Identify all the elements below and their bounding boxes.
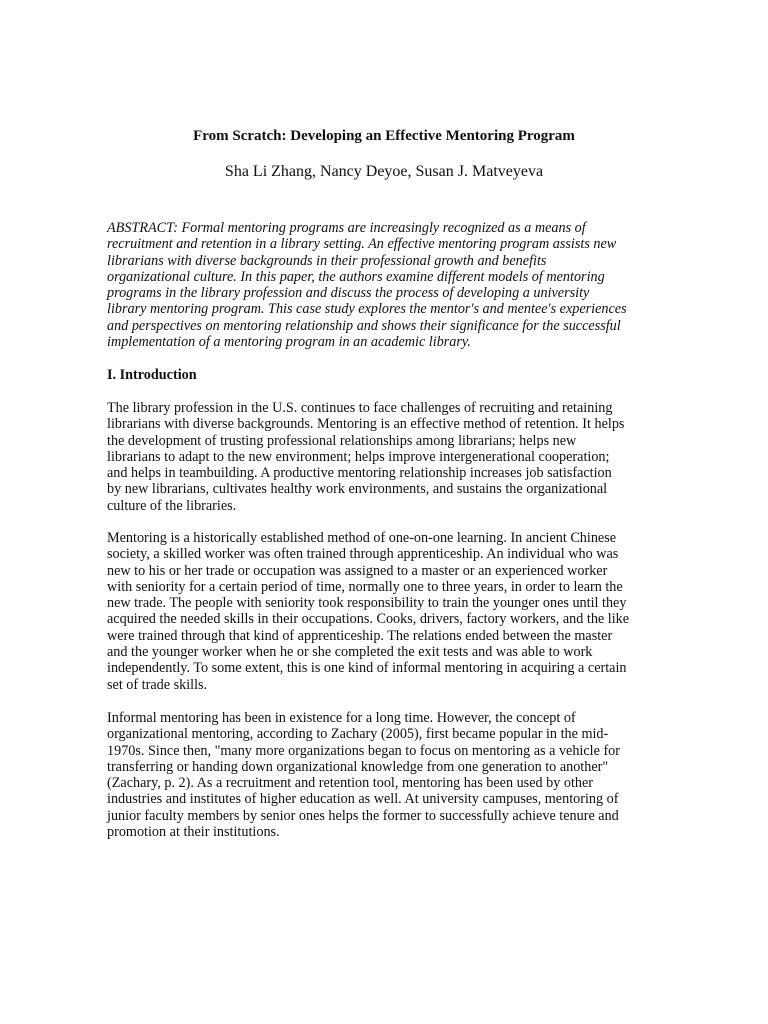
paragraph-line: librarians to adapt to the new environment; helps improve intergenerational cooperation; — [107, 448, 610, 465]
body-paragraph — [107, 530, 667, 693]
paragraph-line: 1970s. Since then, "many more organizations began to focus on mentoring as a vehicle for — [107, 742, 620, 759]
paragraph-line: new trade. The people with seniority took responsibility to train the younger ones until they — [107, 595, 627, 612]
paragraph-line: by new librarians, cultivates healthy work environments, and sustains the organizational — [107, 481, 608, 498]
paragraph-line: Mentoring is a historically established method of one-on-one learning. In ancient Chinese — [107, 530, 617, 546]
abstract-line: implementation of a mentoring program in an academic library. — [107, 334, 471, 351]
abstract-line: programs in the library profession and discuss the process of developing a university — [107, 285, 590, 302]
paragraph-line: Informal mentoring has been in existence for a long time. However, the concept of — [107, 710, 576, 726]
paragraph-line: industries and institutes of higher education as well. At university campuses, mentoring of — [107, 791, 619, 808]
body-paragraph — [107, 400, 667, 514]
paragraph-line: the development of trusting professional relationships among librarians; helps new — [107, 432, 577, 449]
abstract-line: recruitment and retention in a library setting. An effective mentoring program assists new — [107, 236, 617, 253]
paragraph-line: were trained through that kind of apprenticeship. The relations ended between the master — [107, 627, 613, 644]
paper-title: From Scratch: Developing an Effective Mentoring Program — [193, 128, 575, 144]
paragraph-line: acquired the needed skills in their occupations. Cooks, drivers, factory workers, and the like — [107, 611, 630, 628]
section-heading-introduction: I. Introduction — [107, 367, 197, 383]
paragraph-line: (Zachary, p. 2). As a recruitment and retention tool, mentoring has been used by other — [107, 775, 594, 792]
paragraph-line: with seniority for a certain period of time, normally one to three years, in order to learn the — [107, 578, 623, 595]
abstract-line: and perspectives on mentoring relationship and shows their significance for the successful — [107, 317, 621, 334]
paragraph-line: set of trade skills. — [107, 676, 208, 693]
abstract-line: organizational culture. In this paper, the authors examine different models of mentoring — [107, 268, 605, 285]
body-paragraph — [107, 710, 667, 840]
paragraph-line: and the younger worker when he or she completed the exit tests and was able to work — [107, 644, 593, 661]
abstract-paragraph — [107, 220, 667, 350]
paragraph-line: The library profession in the U.S. continues to face challenges of recruiting and retaining — [107, 400, 613, 416]
paragraph-line: independently. To some extent, this is one kind of informal mentoring in acquiring a certain — [107, 660, 627, 677]
paragraph-line: society, a skilled worker was often trained through apprenticeship. An individual who was — [107, 546, 619, 563]
abstract-line: library mentoring program. This case study explores the mentor's and mentee's experiences — [107, 301, 627, 318]
paragraph-line: transferring or handing down organizational knowledge from one generation to another" — [107, 758, 609, 775]
abstract-line: ABSTRACT: Formal mentoring programs are increasingly recognized as a means of — [107, 220, 586, 236]
paragraph-line: librarians with diverse backgrounds. Mentoring is an effective method of retention. It helps — [107, 416, 625, 433]
paragraph-line: junior faculty members by senior ones helps the former to successfully achieve tenure and — [107, 807, 619, 824]
paragraph-line: promotion at their institutions. — [107, 824, 280, 841]
paragraph-line: new to his or her trade or occupation was assigned to a master or an experienced worker — [107, 562, 608, 579]
paragraph-line: and helps in teambuilding. A productive mentoring relationship increases job satisfaction — [107, 465, 612, 482]
paper-authors: Sha Li Zhang, Nancy Deyoe, Susan J. Matveyeva — [224, 163, 544, 180]
abstract-line: librarians with diverse backgrounds in their professional growth and benefits — [107, 252, 547, 269]
paragraph-line: culture of the libraries. — [107, 497, 237, 514]
paragraph-line: organizational mentoring, according to Zachary (2005), first became popular in the mid- — [107, 726, 609, 743]
